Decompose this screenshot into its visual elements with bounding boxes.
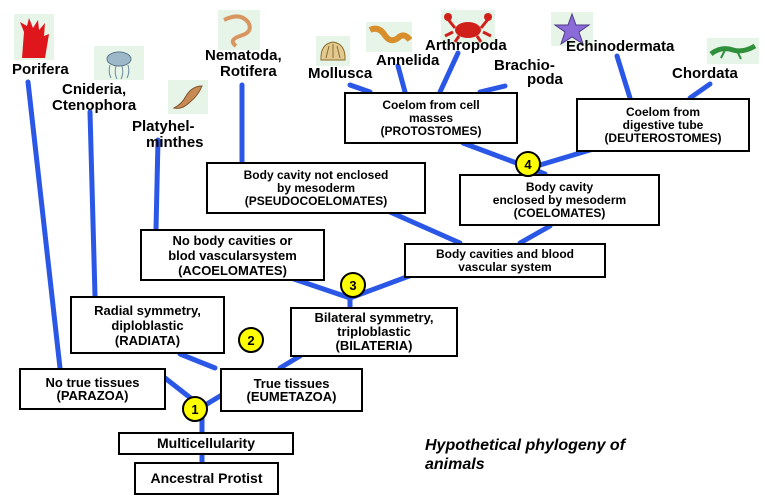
branch-eumetazoa-radiata: [180, 354, 215, 368]
node-text: (PSEUDOCOELOMATES): [244, 193, 388, 208]
node-pseudocoelomates: [206, 162, 426, 214]
earthworm-icon: [366, 22, 412, 52]
node-text: by mesoderm: [276, 180, 356, 195]
roundworm-icon: [218, 10, 260, 50]
node-bilateria: [290, 307, 458, 357]
label-cnidaria-line1: Cnideria,: [62, 81, 127, 98]
node-text: (EUMETAZOA): [246, 389, 337, 404]
node-protostomes: [344, 92, 518, 144]
node-text: (DEUTEROSTOMES): [604, 130, 722, 145]
marker-2: 2: [238, 327, 264, 353]
sponge-icon: [14, 14, 54, 60]
label-cnidaria-line2: Ctenophora: [52, 97, 137, 114]
node-text: Multicellularity: [156, 435, 256, 451]
node-deuterostomes: [576, 98, 750, 152]
clam-icon: [316, 36, 350, 66]
branch-eumetazoa-bilateria: [280, 356, 300, 368]
node-text: Coelom from: [625, 104, 700, 119]
node-text: (PROTOSTOMES): [380, 123, 482, 138]
node-text: No body cavities or: [172, 232, 293, 248]
branch-bodycav-coelom: [520, 226, 550, 243]
node-text: Body cavity not enclosed: [243, 167, 389, 182]
node-text: diploblastic: [111, 317, 184, 333]
branch-bodycav-pseudo: [390, 212, 460, 243]
marker-4: 4: [515, 151, 541, 177]
node-text: Body cavity: [525, 179, 594, 194]
diagram-caption: [425, 436, 625, 474]
branch-parazoa-porifera: [28, 82, 60, 368]
node-multicellularity: [118, 432, 294, 455]
node-ancestral-protist: [134, 462, 279, 495]
label-platyhelminthes-line2: minthes: [146, 134, 204, 151]
label-mollusca: Mollusca: [308, 65, 373, 82]
branch-deut-echino: [617, 56, 630, 98]
branch-proto-annelida: [398, 66, 405, 92]
branch-proto-mollusca: [350, 85, 370, 92]
branch-deut-chordata: [690, 84, 710, 98]
caption-line-2: animals: [425, 456, 485, 473]
node-text: No true tissues: [45, 375, 140, 390]
label-brachiopoda-line2: poda: [527, 71, 563, 88]
label-echinodermata: Echinodermata: [566, 38, 675, 55]
node-text: (BILATERIA): [335, 338, 413, 353]
node-text: Body cavities and blood: [435, 246, 575, 261]
label-arthropoda: Arthropoda: [425, 37, 507, 54]
node-text: Ancestral Protist: [150, 470, 263, 486]
node-text: masses: [408, 110, 454, 125]
caption-line-1: Hypothetical phylogeny of: [425, 437, 626, 454]
node-text: enclosed by mesoderm: [492, 192, 627, 207]
node-text: Coelom from cell: [382, 97, 480, 112]
branch-proto-arthropoda: [440, 53, 458, 92]
node-text: triploblastic: [337, 324, 411, 339]
label-brachiopoda-line1: Brachio-: [494, 57, 555, 74]
node-text: (RADIATA): [114, 332, 181, 348]
node-text: True tissues: [253, 376, 330, 391]
label-chordata: Chordata: [672, 65, 738, 82]
node-text: digestive tube: [622, 117, 704, 132]
node-text: Radial symmetry,: [94, 302, 201, 318]
marker-1: 1: [182, 396, 208, 422]
branch-radiata-cnidaria: [90, 112, 95, 296]
node-acoelomates: [140, 229, 325, 281]
label-annelida: Annelida: [376, 52, 440, 69]
node-text: (COELOMATES): [513, 205, 606, 220]
jellyfish-icon: [94, 46, 144, 80]
label-porifera: Porifera: [12, 61, 69, 78]
branch-acoelomates-platy: [156, 140, 158, 229]
node-text: (PARAZOA): [56, 388, 129, 403]
marker-3: 3: [340, 272, 366, 298]
node-text: Bilateral symmetry,: [314, 310, 434, 325]
node-body-cavities: [404, 243, 606, 278]
node-radiata: [70, 296, 225, 354]
node-eumetazoa: [220, 368, 363, 412]
node-text: blod vascularsystem: [168, 247, 297, 263]
node-coelomates: [459, 174, 660, 226]
label-nematoda-line2: Rotifera: [220, 63, 277, 80]
label-nematoda-line1: Nematoda,: [205, 47, 282, 64]
lizard-icon: [707, 38, 759, 64]
node-parazoa: [19, 368, 166, 410]
node-text: (ACOELOMATES): [178, 262, 287, 278]
flatworm-icon: [168, 80, 208, 114]
label-platyhelminthes-line1: Platyhel-: [132, 118, 195, 135]
node-text: vascular system: [458, 259, 552, 274]
